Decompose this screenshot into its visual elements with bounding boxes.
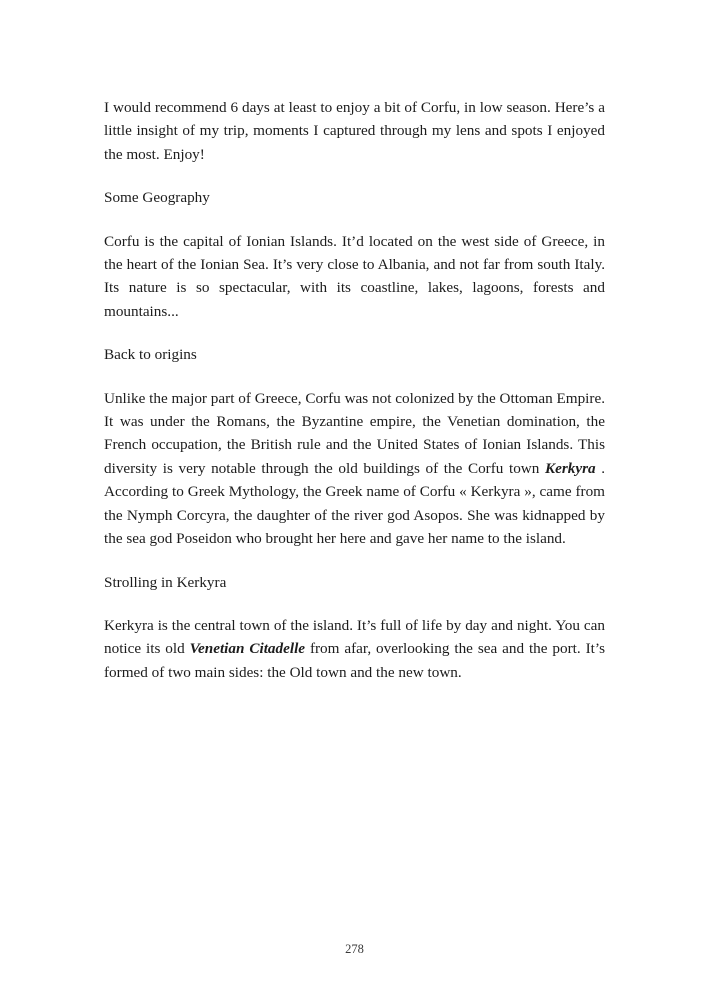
paragraph-kerkyra-text-after: from afar, overlooking the sea and the port. It’s formed of two main sides: the Old town and the new town. <box>104 640 605 681</box>
paragraph-kerkyra-text-before: Kerkyra is the central town of the island. It’s full of life by day and night. You can notice its old <box>104 616 605 658</box>
paragraph-kerkyra <box>104 614 605 684</box>
paragraph-recommendation: I would recommend 6 days at least to enjoy a bit of Corfu, in low season. Here’s a little insight of my trip, moments I captured through my lens and spots I enjoyed the most. Enjoy! <box>104 99 605 163</box>
page-content <box>104 96 605 696</box>
block-spacer <box>104 335 605 343</box>
page-number: 278 <box>345 942 364 956</box>
heading-strolling-in-kerkyra: Strolling in Kerkyra <box>104 573 227 591</box>
heading-some-geography: Some Geography <box>104 189 210 207</box>
emphasis-kerkyra: Kerkyra <box>544 459 596 477</box>
paragraph-origins <box>104 387 605 551</box>
block-spacer <box>104 379 605 387</box>
paragraph-geography: Corfu is the capital of Ionian Islands. It’d located on the west side of Greece, in the heart of the Ionian Sea. It’s very close to Albania, and not far from south Italy. Its nature is so spectacular, with its coastline, lakes, lagoons, forests and mountains... <box>104 232 605 320</box>
block-spacer <box>104 563 605 571</box>
paragraph-origins-text-after: . According to Greek Mythology, the Greek name of Corfu « Kerkyra », came from the Nymph Corcyra, the daughter of the river god Asopos. She was kidnapped by the sea god Poseidon who brought her here and gave her name to the island. <box>104 459 605 548</box>
paragraph-origins-text-before: Unlike the major part of Greece, Corfu was not colonized by the Ottoman Empire. It was under the Romans, the Byzantine empire, the Venetian domination, the French occupation, the British rule and the United States of Ionian Islands. This diversity is very notable through the old buildings of the Corfu town <box>104 389 605 477</box>
emphasis-venetian-citadelle: Venetian Citadelle <box>189 640 306 658</box>
block-spacer <box>104 178 605 186</box>
block-spacer <box>104 606 605 614</box>
heading-back-to-origins: Back to origins <box>104 346 197 364</box>
block-spacer <box>104 222 605 230</box>
